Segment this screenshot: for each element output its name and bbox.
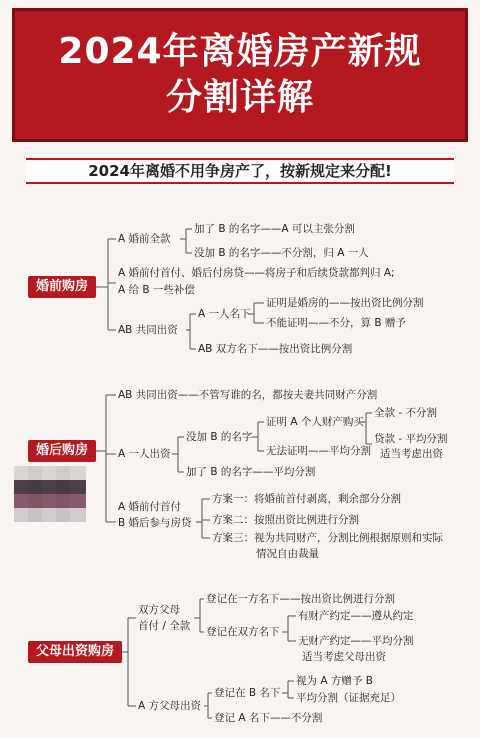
node-parents-reg-b: 登记在 B 名下 bbox=[214, 687, 281, 699]
pixelated-image bbox=[14, 466, 86, 522]
node-parents-no-agreement: 无财产约定——平均分割 bbox=[298, 635, 414, 647]
node-postnup-loan-split: 贷款 - 平均分割 bbox=[374, 433, 448, 445]
page-title-line2: 分割详解 bbox=[165, 77, 314, 118]
node-prenup-down-payment-line1: A 婚前付首付、婚后付房贷——将房子和后续贷款都判归 A; bbox=[118, 267, 395, 279]
node-postnup-single-pay: A 一人出资 bbox=[118, 448, 171, 460]
node-prenup-add-b-name: 加了 B 的名字——A 可以主张分割 bbox=[194, 223, 355, 235]
node-prenup-full-payment: A 婚前全款 bbox=[118, 233, 171, 245]
section-label-postnup: 婚后购房 bbox=[28, 440, 96, 462]
node-postnup-mixed-line2: B 婚后参与房贷 bbox=[118, 517, 192, 529]
node-postnup-plan3-line1: 方案三：视为共同财产，分割比例根据原则和实际 bbox=[212, 532, 443, 544]
node-postnup-mixed-line1: A 婚前付首付 bbox=[118, 501, 182, 513]
node-postnup-no-proof: 无法证明——平均分割 bbox=[266, 445, 371, 457]
node-postnup-plan1: 方案一：将婚前首付剥离，剩余部分分割 bbox=[212, 493, 401, 505]
node-prenup-down-payment-line2: A 给 B 一些补偿 bbox=[118, 284, 195, 296]
node-postnup-joint-pay: AB 共同出资——不管写谁的名，都按夫妻共同财产分割 bbox=[118, 389, 378, 401]
node-parents-split-evidence: 平均分割（证据充足） bbox=[296, 692, 401, 704]
node-prenup-ab-both-names: AB 双方名下——按出资比例分割 bbox=[198, 343, 353, 355]
node-prenup-a-name-only: A 一人名下 bbox=[198, 308, 251, 320]
node-postnup-proof-personal: 证明 A 个人财产购买 bbox=[266, 416, 364, 428]
node-prenup-prove-house: 证明是婚房的——按出资比例分割 bbox=[266, 297, 424, 309]
section-label-prenup: 婚前购房 bbox=[28, 276, 96, 298]
node-parents-both-line1: 双方父母 bbox=[138, 604, 180, 616]
node-parents-a-parents: A 方父母出资 bbox=[138, 700, 202, 712]
node-postnup-added-b-name: 加了 B 的名字——平均分割 bbox=[186, 466, 316, 478]
node-prenup-cannot-prove: 不能证明——不分，算 B 赠予 bbox=[266, 317, 406, 329]
node-parents-reg-one-side: 登记在一方名下——按出资比例进行分割 bbox=[206, 593, 395, 605]
node-parents-consider-parents: 适当考虑父母出资 bbox=[302, 651, 386, 663]
node-postnup-consider-child: 适当考虑出资 bbox=[380, 448, 443, 460]
node-postnup-plan2: 方案二：按照出资比例进行分割 bbox=[212, 514, 359, 526]
page-title-line1: 2024年离婚房产新规 bbox=[58, 31, 422, 72]
node-prenup-no-b-name: 没加 B 的名字——不分割，归 A 一人 bbox=[194, 247, 369, 259]
section-label-parents: 父母出资购房 bbox=[28, 641, 122, 663]
node-postnup-full-no-split: 全款 - 不分割 bbox=[374, 407, 437, 419]
node-postnup-no-b-name: 没加 B 的名字 bbox=[186, 431, 253, 443]
subtitle-bar: 2024年离婚不用争房产了，按新规定来分配! bbox=[26, 158, 454, 184]
node-parents-has-agreement: 有财产约定——遵从约定 bbox=[298, 610, 414, 622]
node-parents-reg-both: 登记在双方名下 bbox=[206, 626, 280, 638]
node-parents-gift-to-a: 视为 A 方赠予 B bbox=[296, 675, 373, 687]
node-parents-reg-a: 登记 A 名下——不分割 bbox=[214, 712, 323, 724]
node-postnup-plan3-line2: 情况自由裁量 bbox=[256, 548, 319, 560]
node-prenup-joint: AB 共同出资 bbox=[118, 324, 178, 336]
node-parents-both-line2: 首付 / 全款 bbox=[138, 620, 191, 632]
